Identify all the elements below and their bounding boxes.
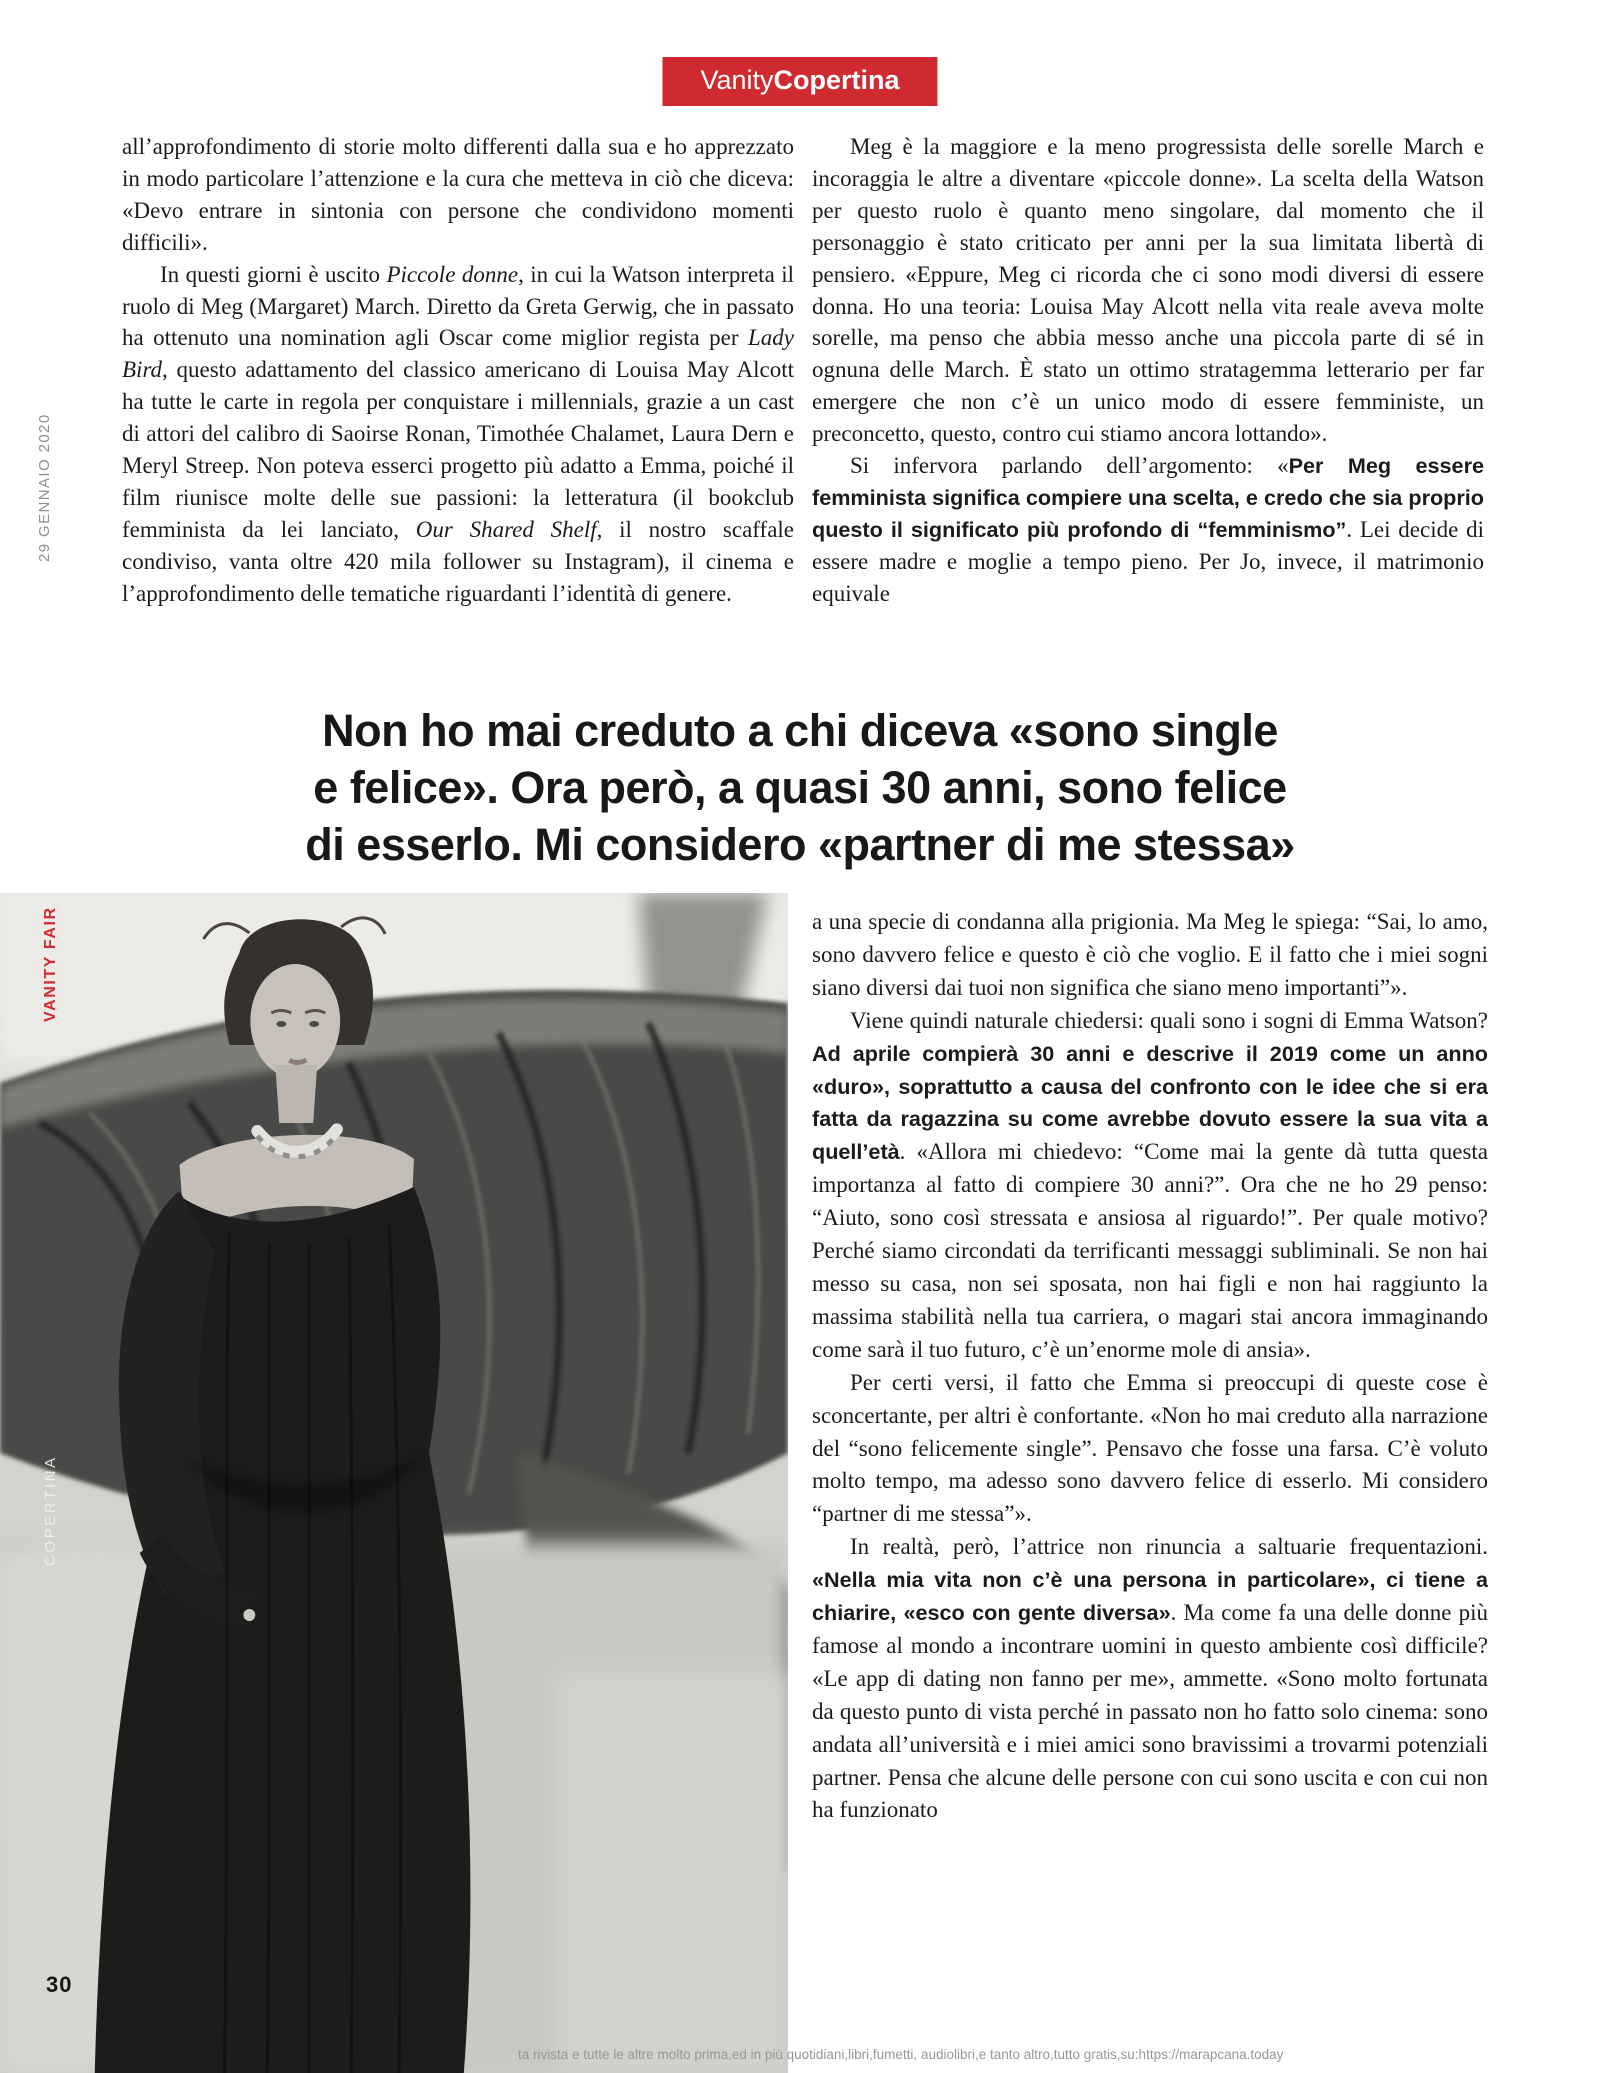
paragraph: [812, 1531, 1488, 1827]
body-text: Meg è la maggiore e la meno progressista delle sorelle March e incoraggia le altre a diventare «piccole donne». La scelta della Watson per questo ruolo è quanto meno singolare, dal momento che il personaggio è stato criticato per anni per la sua limitata libertà di pensiero. «Eppure, Meg ci ricorda che ci sono modi diversi di essere donna. Ho una teoria: Louisa May Alcott nella vita reale aveva molte sorelle, ma penso che abbia messo anche una piccola parte di sé in ognuna delle March. È stato un ottimo stratagemma letterario per far emergere che non c’è un unico modo di essere femministe, un preconcetto, questo, contro cui stiamo ancora lottando».: [812, 134, 1484, 447]
paragraph: [812, 131, 1484, 450]
issue-date-vertical: 29 GENNAIO 2020: [36, 413, 53, 562]
section-vertical: COPERTINA: [42, 1455, 59, 1566]
body-text: . Lei decide di essere madre e moglie a tempo pieno. Per Jo, invece, il matrimonio equivale: [812, 516, 1484, 606]
paragraph: [812, 450, 1484, 610]
body-text: Per certi versi, il fatto che Emma si preoccupi di queste cose è sconcertante, per altri è confortante. «Non ho mai creduto alla narrazione del “sono felicemente single”. Pensavo che fosse una farsa. C’è voluto molto tempo, ma adesso sono davvero felice di esserlo. Mi considero “partner di me stessa”».: [812, 1369, 1488, 1527]
body-text: Lady Bird: [122, 325, 794, 383]
paragraph: [812, 906, 1488, 1005]
pull-quote: [100, 702, 1500, 873]
body-text: . «Allora mi chiedevo: “Come mai la gente dà tutta questa importanza al fatto di compiere 30 anni?”. Ora che ne ho 29 penso: “Aiuto, sono così stressata e ansiosa al riguardo!”. Per quale motivo? Perché siamo circondati da terrificanti messaggi subliminali. Se non hai messo su casa, non sei sposata, non hai figli e non hai raggiunto la massima stabilità nella tua carriera, o magari stai ancora immaginando come sarà il tuo futuro, c’è un’enorme mole di ansia».: [812, 1139, 1488, 1362]
body-text: , questo adattamento del classico americano di Louisa May Alcott ha tutte le carte in regola per conquistare i millennials, grazie a un cast di attori del calibro di Saoirse Ronan, Timothée Chalamet, Laura Dern e Meryl Streep. Non poteva esserci progetto più adatto a Emma, poiché il film riunisce molte delle sue passioni: la letteratura (il bookclub femminista da lei lanciato,: [122, 357, 794, 542]
section-badge: [662, 57, 937, 106]
body-text: In realtà, però, l’attrice non rinuncia a saltuarie frequentazioni.: [850, 1534, 1488, 1560]
body-text: Our Shared Shelf: [415, 516, 597, 542]
quote-emphasis-text: «Nella mia vita non c’è una persona in particolare», ci tiene a chiarire, «esco con gente diversa»: [812, 1567, 1488, 1626]
photo-illustration: [0, 893, 788, 2073]
page-number: 30: [46, 1972, 73, 1997]
quote-emphasis-text: Ad aprile compierà 30 anni e descrive il 2019 come un anno «duro», soprattutto a causa del confronto con le idee che si era fatta da ragazzina su come avrebbe dovuto essere la sua vita a quell’età: [812, 1040, 1488, 1165]
body-text: Viene quindi naturale chiedersi: quali sono i sogni di Emma Watson?: [850, 1007, 1488, 1033]
quote-emphasis-text: Per Meg essere femminista significa compiere una scelta, e credo che sia proprio questo il significato più profondo di “femminismo”: [812, 453, 1484, 542]
body-text: all’approfondimento di storie molto differenti dalla sua e ho apprezzato in modo particolare l’attenzione e la cura che metteva in ciò che diceva: «Devo entrare in sintonia con persone che condividono momenti difficili».: [122, 134, 794, 255]
article-column-left: [122, 131, 794, 676]
pull-quote-line: Non ho mai creduto a chi diceva «sono single: [322, 705, 1278, 756]
paragraph: [122, 131, 794, 259]
article-column-lower: [812, 906, 1488, 1994]
body-text: , in cui la Watson interpreta il ruolo di Meg (Margaret) March. Diretto da Greta Gerwig, che in passato ha ottenuto una nomination agli Oscar come miglior regista per: [122, 261, 794, 351]
badge-section: Copertina: [773, 65, 900, 95]
body-text: , il nostro scaffale condiviso, vanta oltre 420 mila follower su Instagram), il cinema e l’approfondimento delle tematiche riguardanti l’identità di genere.: [122, 516, 794, 606]
body-text: In questi giorni è uscito: [160, 261, 387, 287]
pull-quote-line: di esserlo. Mi considero «partner di me stessa»: [305, 819, 1295, 870]
body-text: a una specie di condanna alla prigionia. Ma Meg le spiega: “Sai, lo amo, sono davvero felice e questo è ciò che voglio. E il fatto che i miei sogni siano diversi dai tuoi non significa che siano meno importanti”».: [812, 909, 1488, 1000]
body-text: Piccole donne: [386, 261, 519, 287]
badge-brand: Vanity: [700, 65, 774, 95]
watermark-text: ta rivista e tutte le altre molto prima,ed in più quotidiani,libri,fumetti, audiolibri,e tanto altro,tutto gratis,su:https://marapcana.today: [518, 2047, 1284, 2062]
brand-vertical: VANITY FAIR: [42, 906, 59, 1022]
pull-quote-line: e felice». Ora però, a quasi 30 anni, sono felice: [313, 762, 1287, 813]
paragraph: [122, 259, 794, 610]
body-text: . Ma come fa una delle donne più famose al mondo a incontrare uomini in questo ambiente così difficile? «Le app di dating non fanno per me», ammette. «Sono molto fortunata da questo punto di vista perché in passato non ho fatto solo cinema: sono andata all’università e i miei amici sono bravissimi a trovarmi potenziali partner. Pensa che alcune delle persone con cui sono uscita e con cui non ha funzionato: [812, 1600, 1488, 1823]
emma-watson-photo: [0, 893, 788, 2073]
paragraph: [812, 1367, 1488, 1532]
body-text: Si infervora parlando dell’argomento: «: [850, 453, 1289, 479]
paragraph: [812, 1005, 1488, 1367]
article-column-right: [812, 131, 1484, 676]
